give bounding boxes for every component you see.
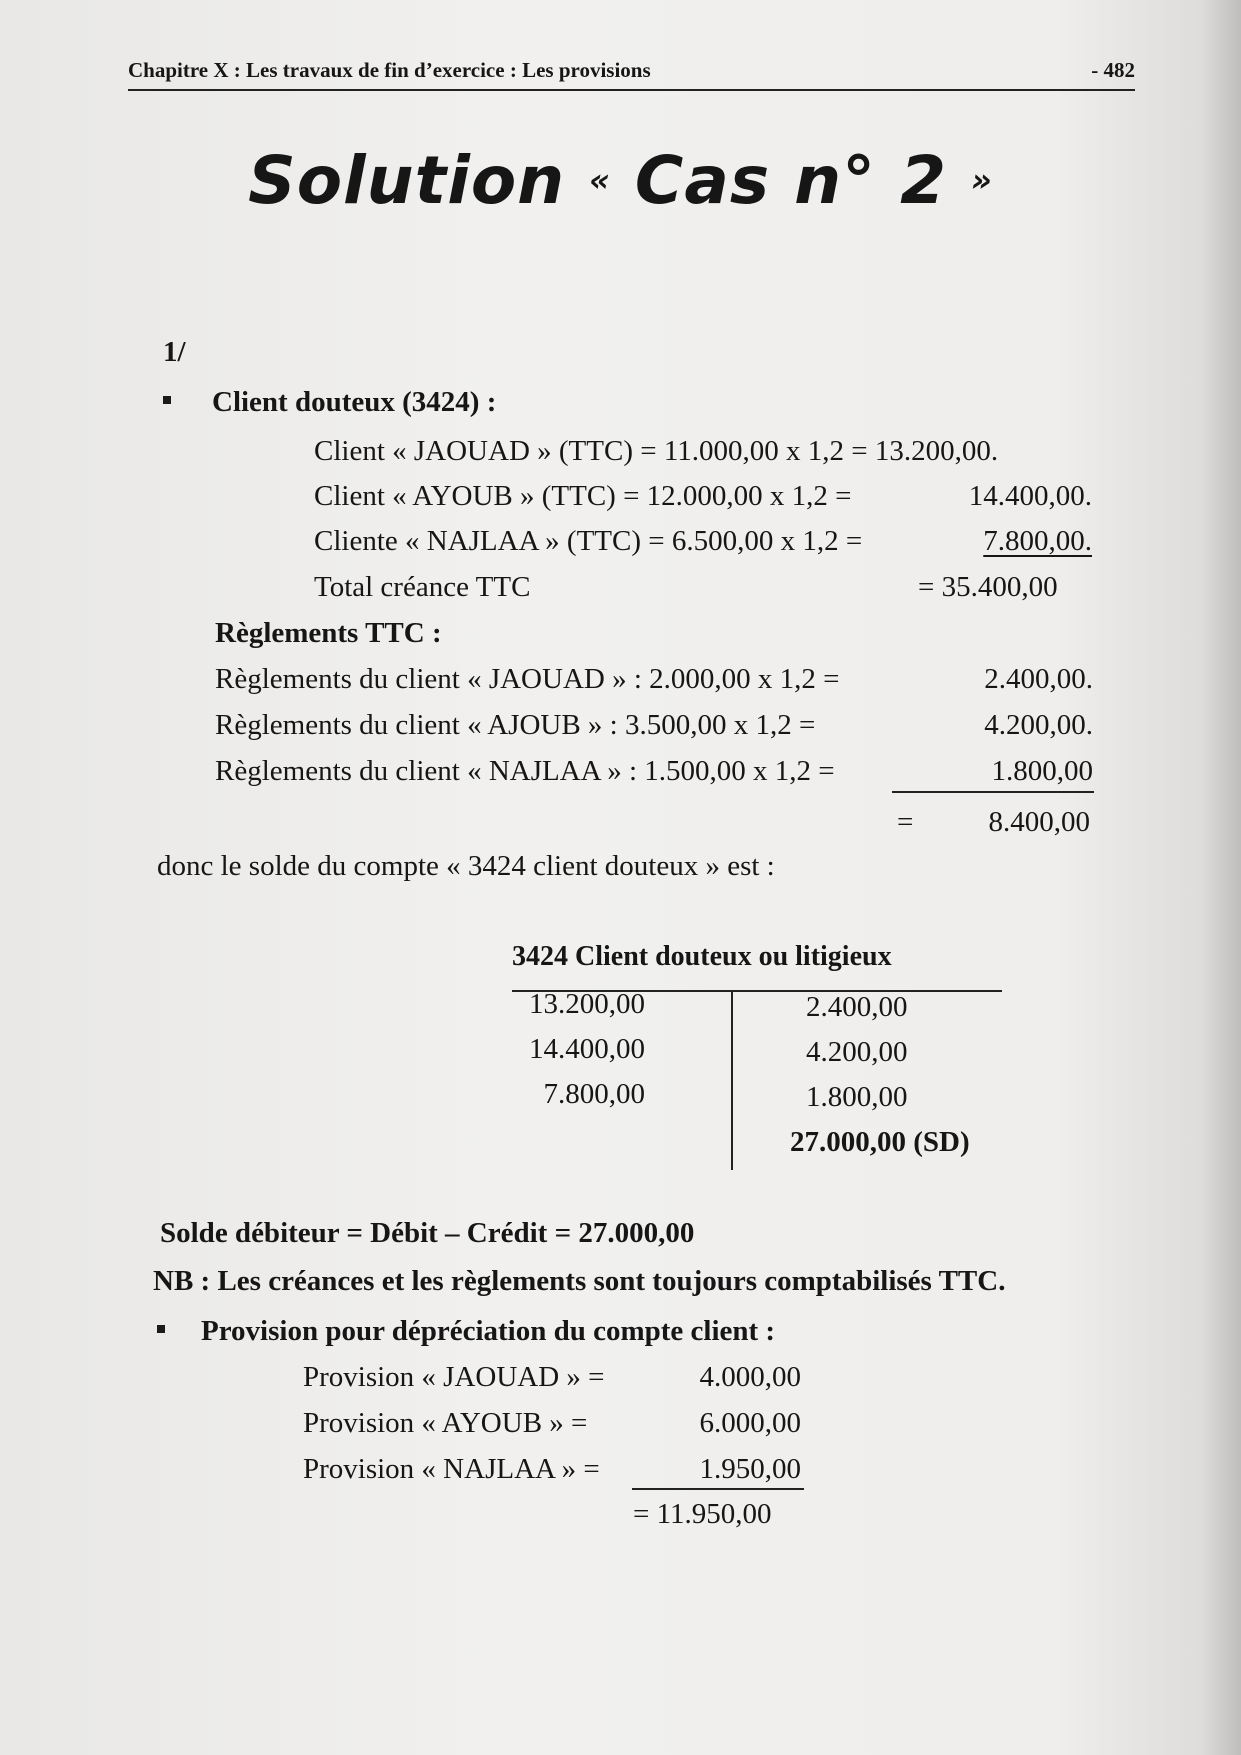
title-open-quote: «	[589, 161, 611, 199]
provision-heading: Provision pour dépréciation du compte client :	[201, 1315, 776, 1347]
reglement-jaouad-value: 2.400,00.	[984, 663, 1093, 695]
provision-total: = 11.950,00	[633, 1498, 772, 1530]
chapter-title: Chapitre X : Les travaux de fin d’exercice : Les provisions	[128, 58, 651, 82]
reglement-jaouad-line: Règlements du client « JAOUAD » : 2.000,00 x 1,2 =	[215, 663, 840, 695]
title-main: Solution	[248, 142, 566, 219]
t-account-credit: 1.800,00	[806, 1081, 908, 1113]
bullet-icon	[157, 1325, 165, 1333]
section-number: 1/	[163, 336, 186, 368]
reglements-total-value: 8.400,00	[988, 806, 1090, 838]
provision-sum-rule	[632, 1488, 804, 1490]
client-jaouad-line: Client « JAOUAD » (TTC) = 11.000,00 x 1,2 = 13.200,00.	[314, 435, 999, 467]
t-account-debit: 14.400,00	[529, 1033, 645, 1065]
provision-jaouad-label: Provision « JAOUAD » =	[303, 1361, 605, 1393]
provision-ayoub-value: 6.000,00	[699, 1407, 801, 1439]
t-account-debit: 13.200,00	[529, 988, 645, 1020]
client-ayoub-value: 14.400,00.	[968, 480, 1092, 512]
t-account-balance: 27.000,00 (SD)	[790, 1126, 970, 1158]
client-ayoub-line: Client « AYOUB » (TTC) = 12.000,00 x 1,2 =	[314, 480, 852, 512]
reglements-sum-rule	[892, 791, 1094, 793]
provision-najlaa-label: Provision « NAJLAA » =	[303, 1453, 600, 1485]
reglement-ajoub-line: Règlements du client « AJOUB » : 3.500,00 x 1,2 =	[215, 709, 816, 741]
bullet-icon	[163, 396, 171, 404]
client-douteux-heading: Client douteux (3424) :	[212, 386, 497, 418]
reglement-najlaa-value: 1.800,00	[991, 755, 1093, 787]
page-edge-shadow	[1201, 0, 1241, 1755]
t-account-debit: 7.800,00	[543, 1078, 645, 1110]
t-account-credit: 2.400,00	[806, 991, 908, 1023]
total-creance-label: Total créance TTC	[314, 571, 531, 603]
provision-najlaa-value: 1.950,00	[699, 1453, 801, 1485]
solde-debiteur: Solde débiteur = Débit – Crédit = 27.000,00	[160, 1217, 695, 1249]
client-najlaa-value: 7.800,00.	[983, 525, 1092, 557]
title-case: Cas n° 2	[634, 142, 948, 219]
header-rule	[128, 89, 1135, 91]
solde-sentence: donc le solde du compte « 3424 client douteux » est :	[157, 850, 775, 882]
page-number: - 482	[1091, 58, 1135, 82]
reglement-ajoub-value: 4.200,00.	[984, 709, 1093, 741]
total-creance-value: = 35.400,00	[918, 571, 1058, 603]
reglement-najlaa-line: Règlements du client « NAJLAA » : 1.500,00 x 1,2 =	[215, 755, 835, 787]
reglements-heading: Règlements TTC :	[215, 617, 442, 649]
client-najlaa-line: Cliente « NAJLAA » (TTC) = 6.500,00 x 1,2 =	[314, 525, 863, 557]
provision-ayoub-label: Provision « AYOUB » =	[303, 1407, 588, 1439]
reglements-total-eq: =	[897, 806, 914, 838]
running-header	[128, 58, 1135, 88]
t-account-vertical-line	[731, 990, 733, 1170]
page-title	[0, 142, 1241, 219]
title-close-quote: »	[971, 161, 993, 199]
provision-jaouad-value: 4.000,00	[699, 1361, 801, 1393]
nb-note: NB : Les créances et les règlements sont toujours comptabilisés TTC.	[153, 1265, 1006, 1297]
t-account-title: 3424 Client douteux ou litigieux	[512, 941, 892, 972]
t-account-credit: 4.200,00	[806, 1036, 908, 1068]
